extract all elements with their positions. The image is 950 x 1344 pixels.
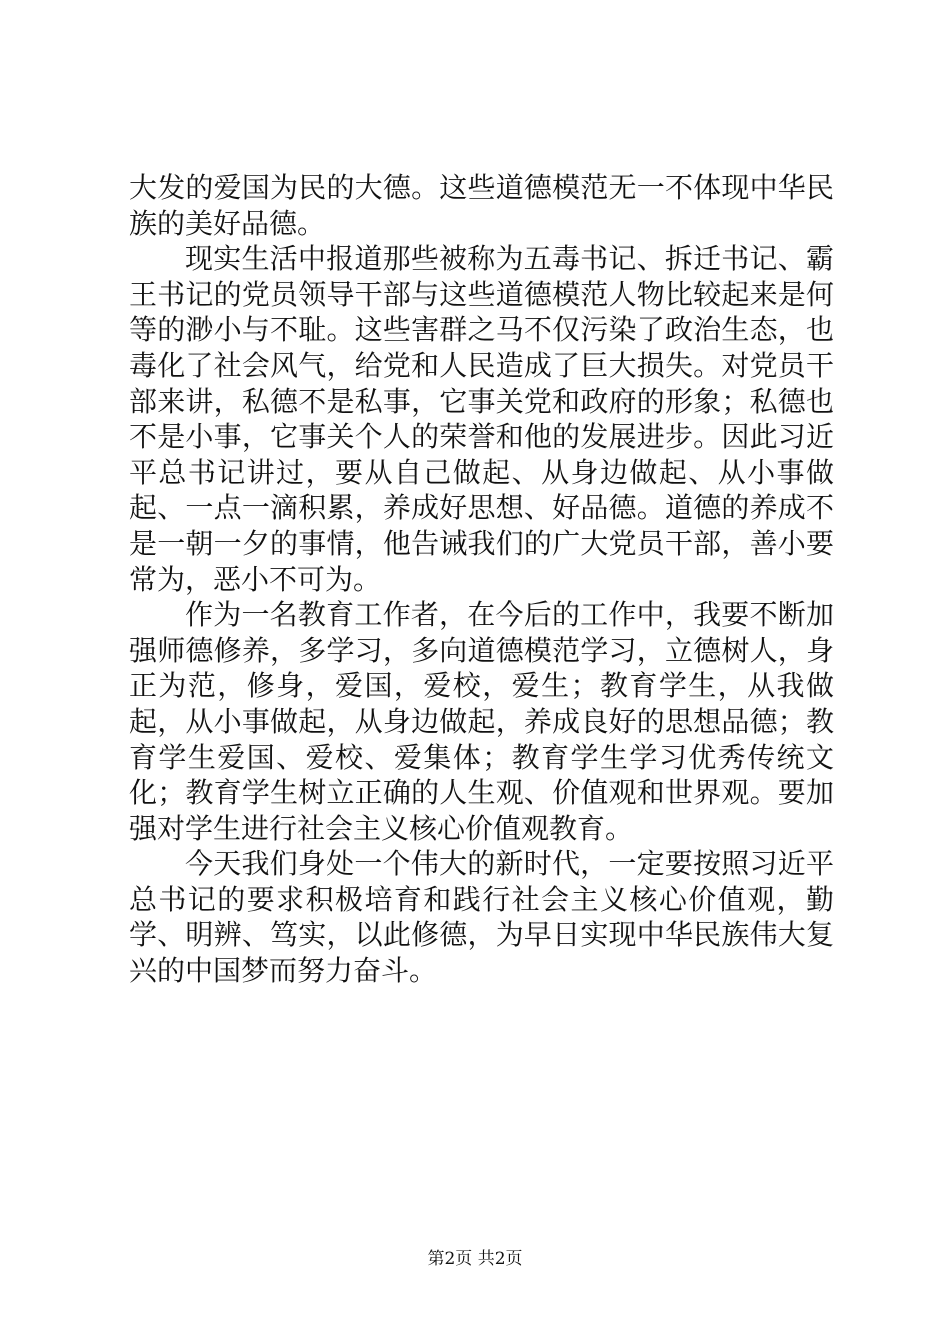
document-body [129,170,834,989]
page-footer [0,1244,950,1269]
paragraph-2: 现实生活中报道那些被称为五毒书记、拆迁书记、霸王书记的党员领导干部与这些道德模范人物比较起来是何等的渺小与不耻。这些害群之马不仅污染了政治生态，也毒化了社会风气，给党和人民造成了巨大损失。对党员干部来讲，私德不是私事，它事关党和政府的形象；私德也不是小事，它事关个人的荣誉和他的发展进步。因此习近平总书记讲过，要从自己做起、从身边做起、从小事做起、一点一滴积累，养成好思想、好品德。道德的养成不是一朝一夕的事情，他告诫我们的广大党员干部，善小要常为，恶小不可为。 [129,242,834,596]
paragraph-3: 作为一名教育工作者，在今后的工作中，我要不断加强师德修养，多学习，多向道德模范学习，立德树人，身正为范，修身，爱国，爱校，爱生；教育学生，从我做起，从小事做起，从身边做起，养成良好的思想品德；教育学生爱国、爱校、爱集体；教育学生学习优秀传统文化；教育学生树立正确的人生观、价值观和世界观。要加强对学生进行社会主义核心价值观教育。 [129,598,834,845]
page-number-label: 第2页 共2页 [427,1249,523,1269]
paragraph-4: 今天我们身处一个伟大的新时代，一定要按照习近平总书记的要求积极培育和践行社会主义核心价值观，勤学、明辨、笃实，以此修德，为早日实现中华民族伟大复兴的中国梦而努力奋斗。 [129,847,834,988]
paragraph-1: 大发的爱国为民的大德。这些道德模范无一不体现中华民族的美好品德。 [129,171,834,240]
